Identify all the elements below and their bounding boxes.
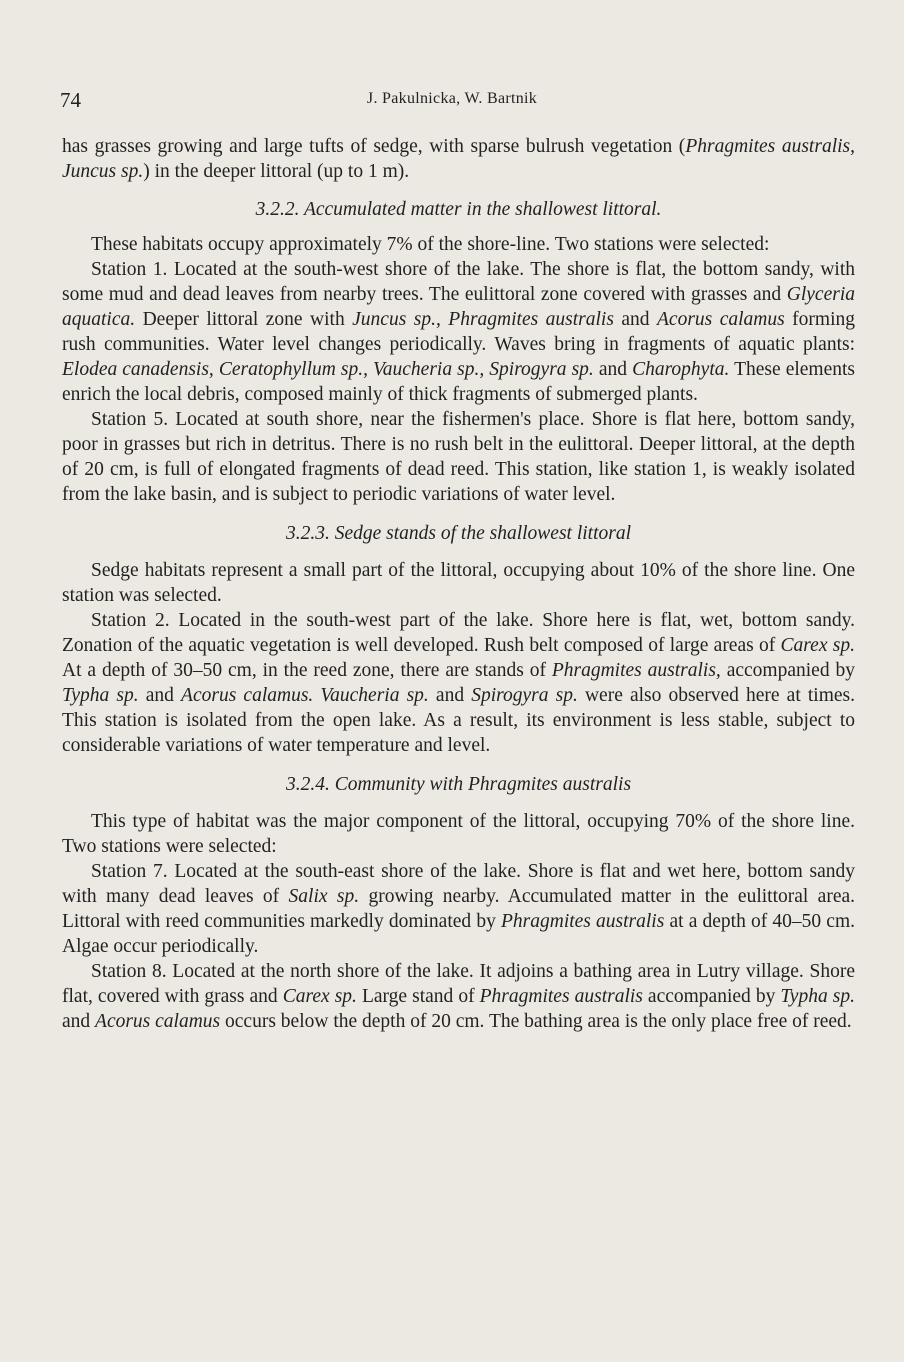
section-heading-3-2-4: 3.2.4. Community with Phragmites australis: [285, 774, 632, 795]
paragraph-continuation: has grasses growing and large tufts of sedge, with sparse bulrush vegetation (Phragmites australis, Juncus sp.) in the deeper littoral (up to 1 m).: [62, 136, 855, 182]
paragraph-station-8: Station 8. Located at the north shore of the lake. It adjoins a bathing area in Lutry village. Shore flat, covered with grass and Carex sp. Large stand of Phragmites australis accompanied by Typha sp. and Acorus calamus occurs below the depth of 20 cm. The bathing area is the only place free of reed.: [62, 961, 855, 1032]
page-header: [60, 88, 844, 114]
paragraph-intro-3-2-3: Sedge habitats represent a small part of the littoral, occupying about 10% of the shore line. One station was selected.: [62, 560, 855, 606]
paragraph-intro-3-2-2: These habitats occupy approximately 7% of the shore-line. Two stations were selected:: [91, 234, 770, 255]
running-head: J. Pakulnicka, W. Bartnik: [366, 90, 538, 107]
paragraph-intro-3-2-4: This type of habitat was the major component of the littoral, occupying 70% of the shore line. Two stations were selected:: [62, 811, 855, 857]
paragraph-station-1: Station 1. Located at the south-west shore of the lake. The shore is flat, the bottom sandy, with some mud and dead leaves from nearby trees. The eulittoral zone covered with grasses and Glyceria aquatica. Deeper littoral zone with Juncus sp., Phragmites australis and Acorus calamus forming rush communities. Water level changes periodically. Waves bring in fragments of aquatic plants: Elodea canadensis, Ceratophyllum sp., Vaucheria sp., Spirogyra sp. and Charophyta. These elements enrich the local debris, composed mainly of thick fragments of submerged plants.: [62, 259, 855, 405]
section-heading-3-2-3: 3.2.3. Sedge stands of the shallowest littoral: [285, 523, 632, 544]
page-body: [62, 134, 855, 1034]
paragraph-station-5: Station 5. Located at south shore, near the fishermen's place. Shore is flat here, bottom sandy, poor in grasses but rich in detritus. There is no rush belt in the eulittoral. Deeper littoral, at the depth of 20 cm, is full of elongated fragments of dead reed. This station, like station 1, is weakly isolated from the lake basin, and is subject to periodic variations of water level.: [62, 409, 855, 505]
section-heading-3-2-2: 3.2.2. Accumulated matter in the shallowest littoral.: [255, 199, 662, 220]
paragraph-station-2: Station 2. Located in the south-west part of the lake. Shore here is flat, wet, bottom sandy. Zonation of the aquatic vegetation is well developed. Rush belt composed of large areas of Carex sp. At a depth of 30–50 cm, in the reed zone, there are stands of Phragmites australis, accompanied by Typha sp. and Acorus calamus. Vaucheria sp. and Spirogyra sp. were also observed here at times. This station is isolated from the open lake. As a result, its environment is less stable, subject to considerable variations of water temperature and level.: [62, 610, 856, 756]
page-number: 74: [60, 88, 81, 112]
paragraph-station-7: Station 7. Located at the south-east shore of the lake. Shore is flat and wet here, bottom sandy with many dead leaves of Salix sp. growing nearby. Accumulated matter in the eulittoral area. Littoral with reed communities markedly dominated by Phragmites australis at a depth of 40–50 cm. Algae occur periodically.: [62, 861, 855, 957]
